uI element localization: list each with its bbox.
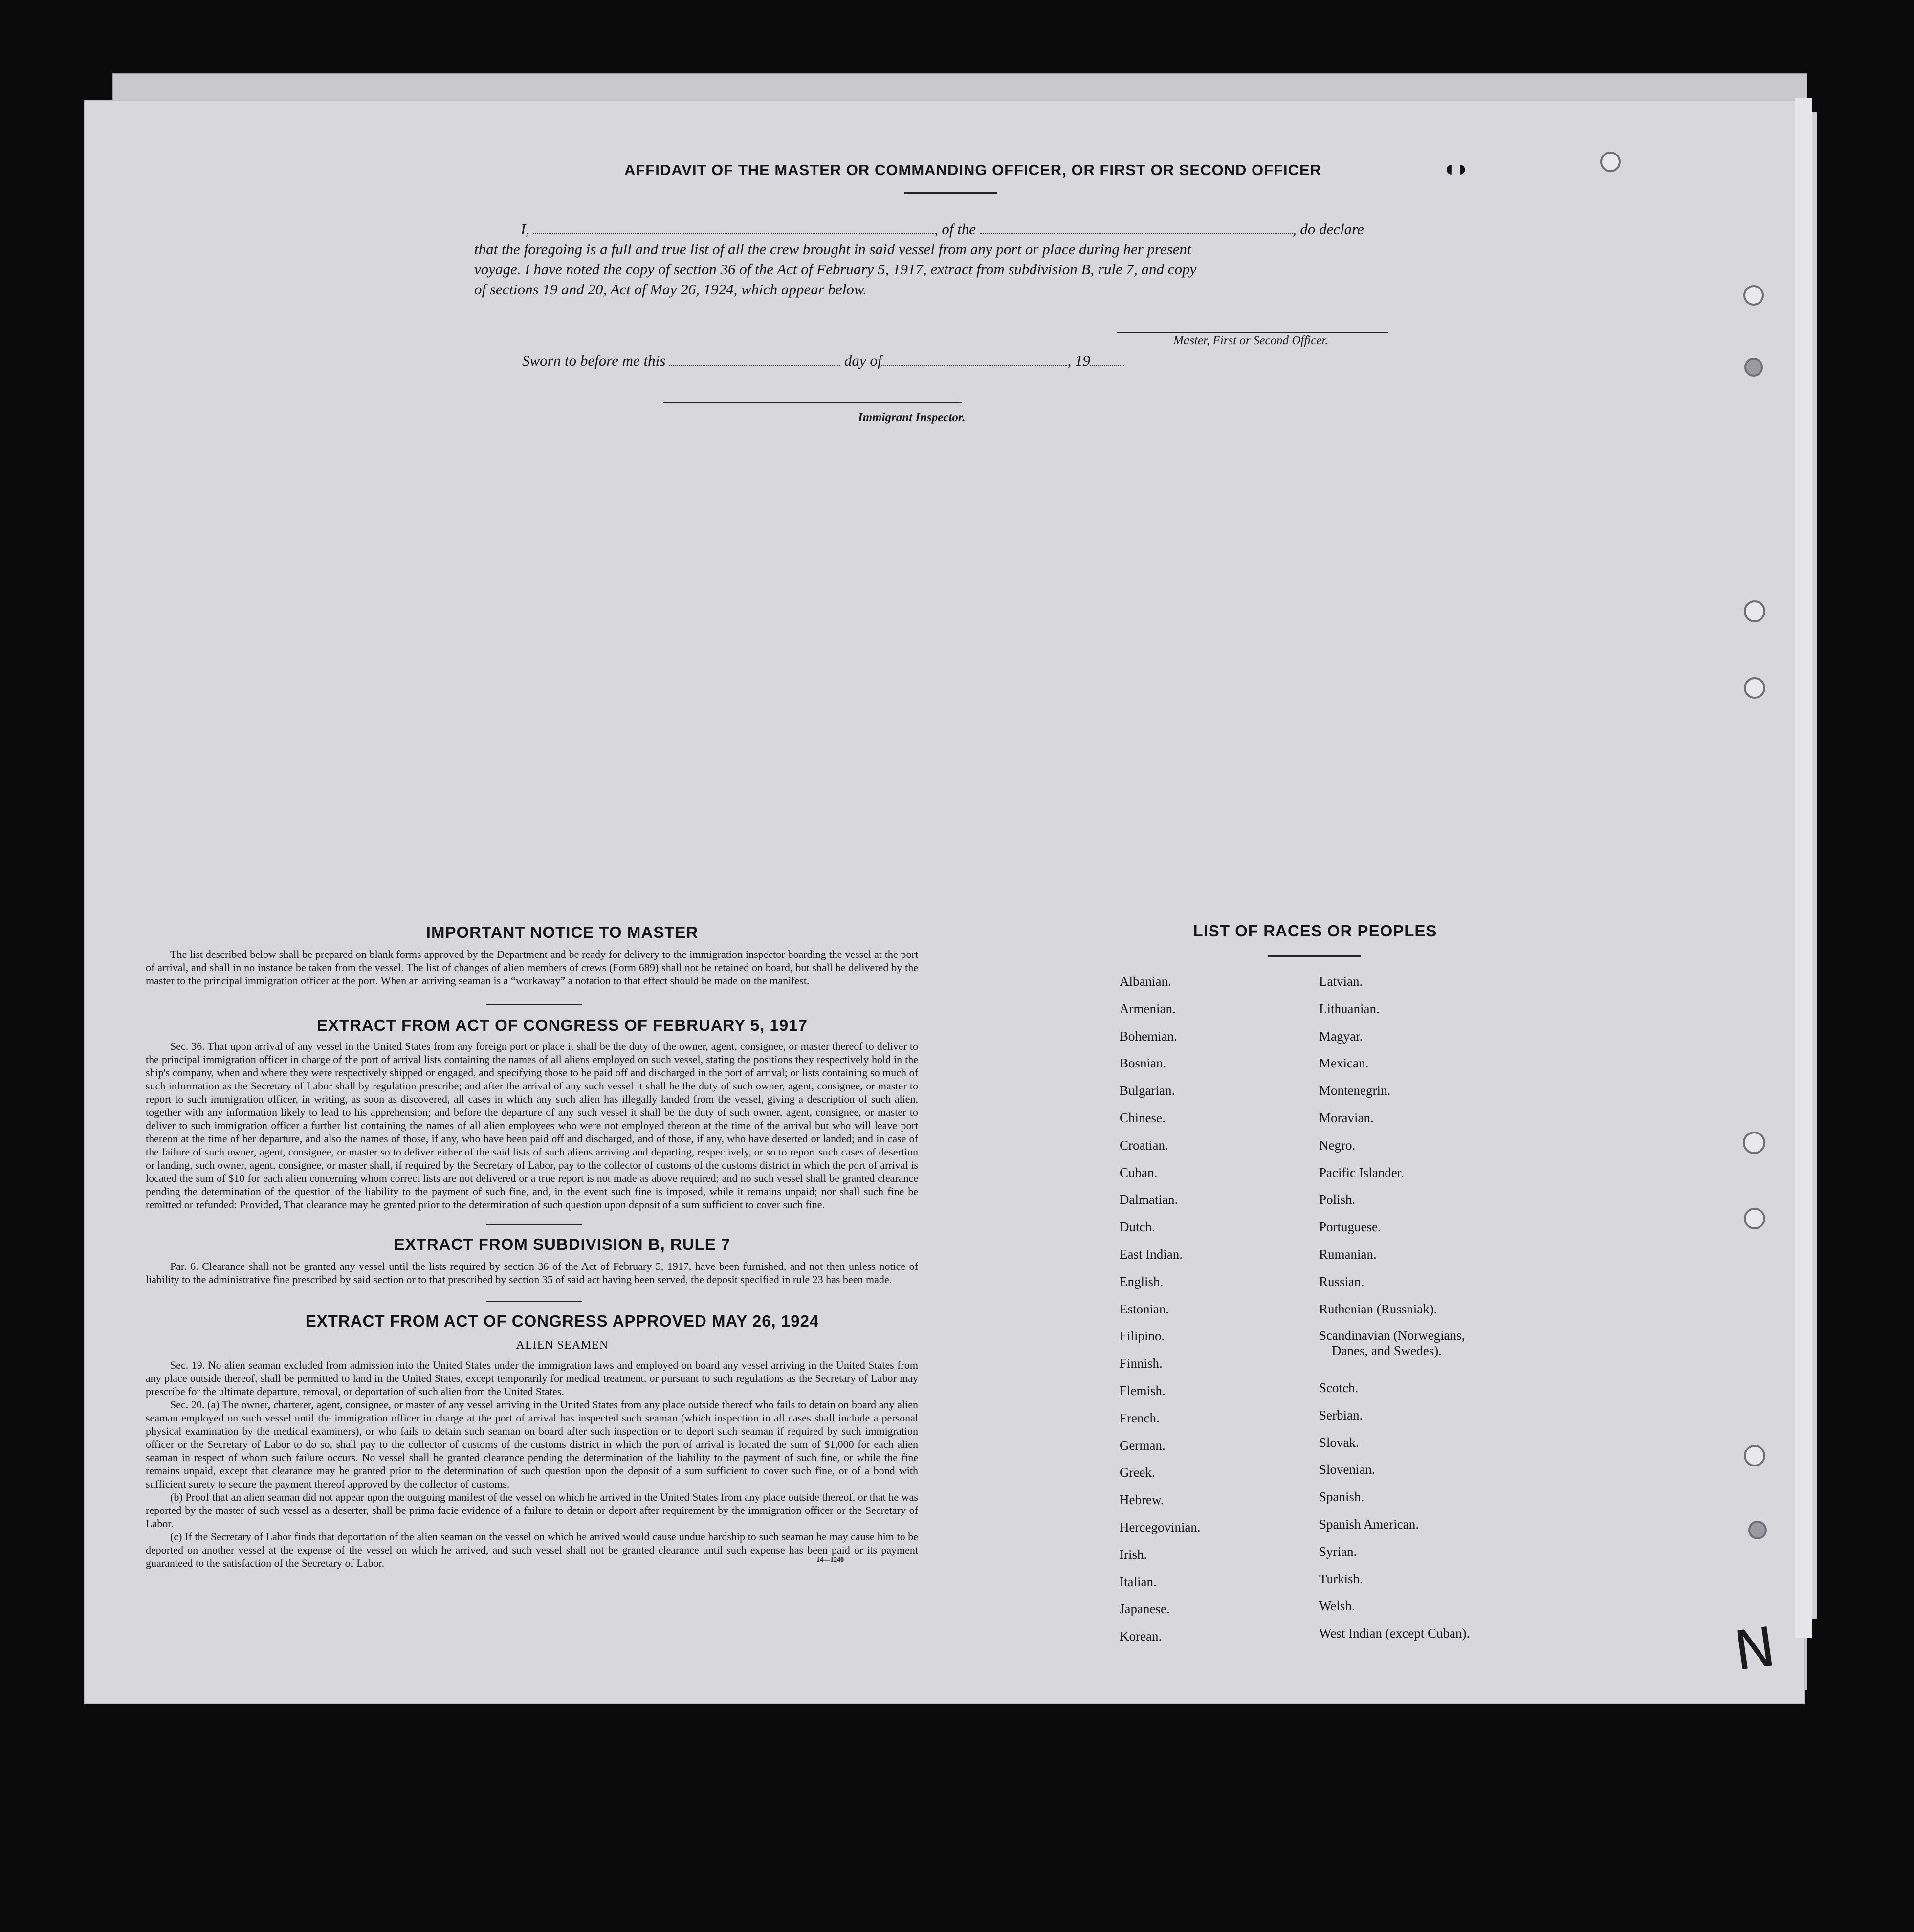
race-item: Mexican. bbox=[1319, 1056, 1369, 1071]
race-item: Bohemian. bbox=[1120, 1028, 1177, 1044]
affidavit-title-rule bbox=[904, 192, 997, 194]
race-item: Bosnian. bbox=[1120, 1056, 1166, 1071]
race-item: Irish. bbox=[1120, 1547, 1147, 1562]
race-item: Bulgarian. bbox=[1120, 1083, 1175, 1098]
race-item: Greek. bbox=[1120, 1465, 1155, 1480]
sworn-day-of: day of bbox=[844, 352, 882, 369]
race-item: Flemish. bbox=[1120, 1383, 1166, 1398]
section-20a-paragraph: Sec. 20. (a) The owner, charterer, agent, consignee, or master of any vessel arriving in the United States from any place outside thereof who fails to detain on board any alien seaman employed on such vessel until the immigration officer in charge at the port of arrival has inspected such seaman (which inspection in all cases shall include a personal physical examination by the medical examiners), or who fails to detain such seaman on board after such inspection or to deport such seaman if required by such immigration officer or the Secretary of Labor to do so, shall pay to the collector of customs of the customs district in which the port of arrival is located the sum of $1,000 for each alien seaman in respect of whom such failure occurs. No vessel shall be granted clearance pending the determination of the liability to the payment of such fine, or while the fine remains unpaid, except that clearance may be granted prior to the determination of such question upon the deposit of a sum sufficient to cover such fine, or of a bond with sufficient surety to secure the payment thereof approved by the collector of customs. bbox=[146, 1399, 918, 1490]
section-20b-paragraph: (b) Proof that an alien seaman did not appear upon the outgoing manifest of the vessel on which he arrived in the United States from any place outside thereof, or that he was reported by the master of such vessel as a deserter, shall be prima facie evidence of a failure to detain or deport after requirement by the immigration officer or the Secretary of Labor. bbox=[146, 1491, 918, 1530]
race-item: Dutch. bbox=[1120, 1220, 1155, 1235]
rule-7-title: EXTRACT FROM SUBDIVISION B, RULE 7 bbox=[394, 1235, 731, 1253]
punch-hole bbox=[1744, 1208, 1765, 1229]
notice-title: IMPORTANT NOTICE TO MASTER bbox=[426, 923, 699, 941]
inspector-signature-line[interactable] bbox=[663, 402, 962, 403]
extract-1917-title: EXTRACT FROM ACT OF CONGRESS OF FEBRUARY 5, 1917 bbox=[317, 1016, 808, 1034]
race-item: Spanish. bbox=[1319, 1489, 1364, 1505]
race-item: Portuguese. bbox=[1319, 1220, 1381, 1235]
race-scandinavian bbox=[1319, 1328, 1465, 1358]
race-item: German. bbox=[1120, 1438, 1166, 1453]
race-item: Hercegovinian. bbox=[1120, 1519, 1201, 1534]
punch-hole bbox=[1600, 152, 1621, 172]
races-column-2-bottom bbox=[1319, 1375, 1470, 1647]
sworn-month-field[interactable] bbox=[881, 364, 1067, 366]
punch-hole bbox=[1743, 1132, 1765, 1154]
affidavit-i: I, bbox=[521, 221, 530, 238]
race-item: Japanese. bbox=[1120, 1601, 1170, 1617]
affidavit-title: AFFIDAVIT OF THE MASTER OR COMMANDING OFFICER, OR FIRST OR SECOND OFFICER bbox=[624, 161, 1322, 178]
extract-1924-title: EXTRACT FROM ACT OF CONGRESS APPROVED MAY 26, 1924 bbox=[305, 1312, 819, 1330]
race-item: Slovenian. bbox=[1319, 1462, 1375, 1477]
inspector-label: Immigrant Inspector. bbox=[858, 411, 966, 424]
sworn-year-prefix: , 19 bbox=[1067, 352, 1090, 369]
rule-7-paragraph: Par. 6. Clearance shall not be granted any vessel until the lists required by section 36 of the Act of February 5, 1917, have been furnished, and not then unless notice of liability to the administrative fine prescribed by said section or to that prescribed by section 35 of said act having been served, the deposit specified in rule 23 has been made. bbox=[146, 1260, 918, 1286]
race-item: Scotch. bbox=[1319, 1380, 1359, 1395]
race-item: Spanish American. bbox=[1319, 1516, 1419, 1532]
divider bbox=[486, 1224, 582, 1225]
race-item: Dalmatian. bbox=[1120, 1192, 1178, 1207]
notice-text bbox=[146, 948, 918, 987]
affidavit-line-2: that the foregoing is a full and true list of all the crew brought in said vessel from any port or place during her present bbox=[474, 241, 1191, 258]
race-item: Slovak. bbox=[1319, 1435, 1359, 1450]
race-item: Syrian. bbox=[1319, 1544, 1357, 1559]
race-item: Estonian. bbox=[1120, 1301, 1169, 1316]
race-item: French. bbox=[1120, 1410, 1160, 1425]
race-item: Russian. bbox=[1319, 1274, 1364, 1289]
punch-hole bbox=[1744, 600, 1765, 622]
sworn-prefix: Sworn to before me this bbox=[522, 352, 666, 369]
race-item: Filipino. bbox=[1120, 1329, 1165, 1344]
divider bbox=[486, 1004, 582, 1005]
race-item: Montenegrin. bbox=[1319, 1083, 1391, 1098]
master-signature-line[interactable] bbox=[1117, 332, 1388, 333]
race-item: Rumanian. bbox=[1319, 1246, 1377, 1262]
race-item: Finnish. bbox=[1120, 1356, 1163, 1371]
sheet-edge-shadow bbox=[1812, 112, 1817, 1619]
race-scandinavian-line-2: Danes, and Swedes). bbox=[1332, 1343, 1442, 1358]
race-item: Ruthenian (Russniak). bbox=[1319, 1301, 1437, 1316]
extract-1924-text bbox=[146, 1358, 918, 1570]
races-title-rule bbox=[1268, 955, 1361, 957]
extract-1917-text bbox=[146, 1040, 918, 1211]
race-item: East Indian. bbox=[1120, 1246, 1183, 1262]
margin-handwritten-mark: N bbox=[1730, 1615, 1779, 1683]
section-19-paragraph: Sec. 19. No alien seaman excluded from admission into the United States under the immigration laws and employed on board any vessel arriving in the United States from any place outside thereof, shall be permitted to land in the United States, except temporarily for medical treatment, or pursuant to such regulations as the Secretary of Labor may prescribe for the ultimate departure, removal, or deportation of such alien from the United States. bbox=[146, 1359, 918, 1398]
affidavit-body bbox=[474, 219, 1432, 299]
race-item: Hebrew. bbox=[1120, 1492, 1164, 1508]
race-item: Armenian. bbox=[1120, 1001, 1176, 1016]
affidavit-line-4: of sections 19 and 20, Act of May 26, 1924, which appear below. bbox=[474, 281, 867, 298]
divider bbox=[486, 1301, 582, 1302]
stamp-mark: ◖◗ bbox=[1442, 156, 1470, 181]
alien-seamen-subtitle: ALIEN SEAMEN bbox=[516, 1339, 609, 1352]
master-name-field[interactable] bbox=[533, 233, 934, 234]
race-item: Italian. bbox=[1120, 1574, 1157, 1589]
race-item: Serbian. bbox=[1319, 1407, 1363, 1422]
race-item: Croatian. bbox=[1120, 1137, 1168, 1153]
master-signature-label: Master, First or Second Officer. bbox=[1173, 334, 1328, 347]
race-item: Lithuanian. bbox=[1319, 1001, 1380, 1016]
race-item: Moravian. bbox=[1319, 1110, 1374, 1125]
race-scandinavian-line-1: Scandinavian (Norwegians, bbox=[1319, 1328, 1465, 1343]
sworn-day-field[interactable] bbox=[669, 364, 840, 366]
race-item: West Indian (except Cuban). bbox=[1319, 1626, 1470, 1641]
race-item: English. bbox=[1120, 1274, 1164, 1289]
races-column-2-top bbox=[1319, 968, 1437, 1323]
affidavit-line-3: voyage. I have noted the copy of section 36 of the Act of February 5, 1917, extract from subdivision B, rule 7, and copy bbox=[474, 261, 1197, 278]
section-36-paragraph: Sec. 36. That upon arrival of any vessel in the United States from any foreign port or place it shall be the duty of the owner, agent, consignee, or master thereof to deliver to the principal immigration officer in charge of the port of arrival lists containing the names of all aliens employed on such vessel, stating the positions they respectively hold in the ship's company, when and where they were respectively shipped or engaged, and specifying those to be paid off and discharged in the port of arrival; or lists containing so much of such information as the Secretary of Labor shall by regulation prescribe; and after the arrival of any such vessel it shall be the duty of such owner, agent, consignee, or master to report to such immigration officer, in writing, as soon as discovered, all cases in which any such alien has illegally landed from the vessel, giving a description of such alien, together with any information likely to lead to his apprehension; and before the departure of any such vessel it shall be the duty of such owner, agent, consignee, or master to deliver to such immigration officer a further list containing the names of all alien employees who were not employed thereon at the time of the arrival but who will leave port thereon at the time of her departure, and also the names of those, if any, who have been paid off and discharged, and of those, if any, who have deserted or landed; and in case of the failure of such owner, agent, consignee, or master so to deliver either of the said lists of such aliens arriving and departing, respectively, or so to report such cases of desertion or landing, such owner, agent, consignee, or master shall, if required by the Secretary of Labor, pay to the collector of customs of the customs district in which the port of arrival is located the sum of $10 for each alien concerning whom correct lists are not delivered or a true report is not made as above required; and no such vessel shall be granted clearance pending the determination of the question of the liability to the payment of such fine, and, in the event such fine is imposed, while it remains unpaid; nor shall such fine be remitted or refunded: Provided, That clearance may be granted prior to the determination of such question upon deposit of a sum sufficient to cover such fine. bbox=[146, 1040, 918, 1211]
race-item: Polish. bbox=[1319, 1192, 1356, 1207]
race-item: Pacific Islander. bbox=[1319, 1165, 1404, 1180]
race-item: Magyar. bbox=[1319, 1028, 1363, 1044]
race-item: Welsh. bbox=[1319, 1599, 1355, 1614]
punch-hole bbox=[1744, 1445, 1765, 1466]
section-20c-paragraph: (c) If the Secretary of Labor finds that deportation of the alien seaman on the vessel on which he arrived would cause undue hardship to such seaman he may cause him to be deported on another vessel at the expense of the vessel on which he arrived, and such vessel shall not be granted clearance until such expense has been paid or its payment guaranteed to the satisfaction of the Secretary of Labor. bbox=[146, 1531, 918, 1569]
sheet-edge bbox=[1795, 98, 1812, 1638]
punch-hole bbox=[1744, 358, 1763, 377]
race-item: Negro. bbox=[1319, 1137, 1356, 1153]
race-item: Latvian. bbox=[1319, 974, 1363, 989]
race-item: Chinese. bbox=[1120, 1110, 1166, 1125]
sworn-year-field[interactable] bbox=[1090, 364, 1124, 366]
punch-hole bbox=[1743, 285, 1764, 306]
vessel-name-field[interactable] bbox=[980, 233, 1293, 234]
notice-paragraph: The list described below shall be prepared on blank forms approved by the Department and be ready for delivery to the immigration inspector boarding the vessel at the port of arrival, and shall in no instance be taken from the vessel. The list of changes of alien members of crews (Form 689) shall not be retained on board, but shall be delivered by the master to the principal immigration officer at the port. When an arriving seaman is a “workaway” a notation to that effect should be made on the manifest. bbox=[146, 948, 918, 987]
races-column-1 bbox=[1120, 968, 1201, 1650]
punch-hole bbox=[1748, 1521, 1767, 1539]
form-number: 14—1240 bbox=[816, 1556, 844, 1564]
race-item: Turkish. bbox=[1319, 1571, 1363, 1586]
affidavit-declare: , do declare bbox=[1292, 221, 1364, 238]
race-item: Korean. bbox=[1120, 1629, 1162, 1644]
race-item: Albanian. bbox=[1120, 974, 1171, 989]
sworn-line bbox=[522, 352, 1124, 370]
rule-7-text bbox=[146, 1260, 918, 1286]
races-title: LIST OF RACES OR PEOPLES bbox=[1193, 922, 1437, 940]
race-item: Cuban. bbox=[1120, 1165, 1158, 1180]
punch-hole bbox=[1744, 677, 1765, 699]
affidavit-of-the: , of the bbox=[934, 221, 976, 238]
